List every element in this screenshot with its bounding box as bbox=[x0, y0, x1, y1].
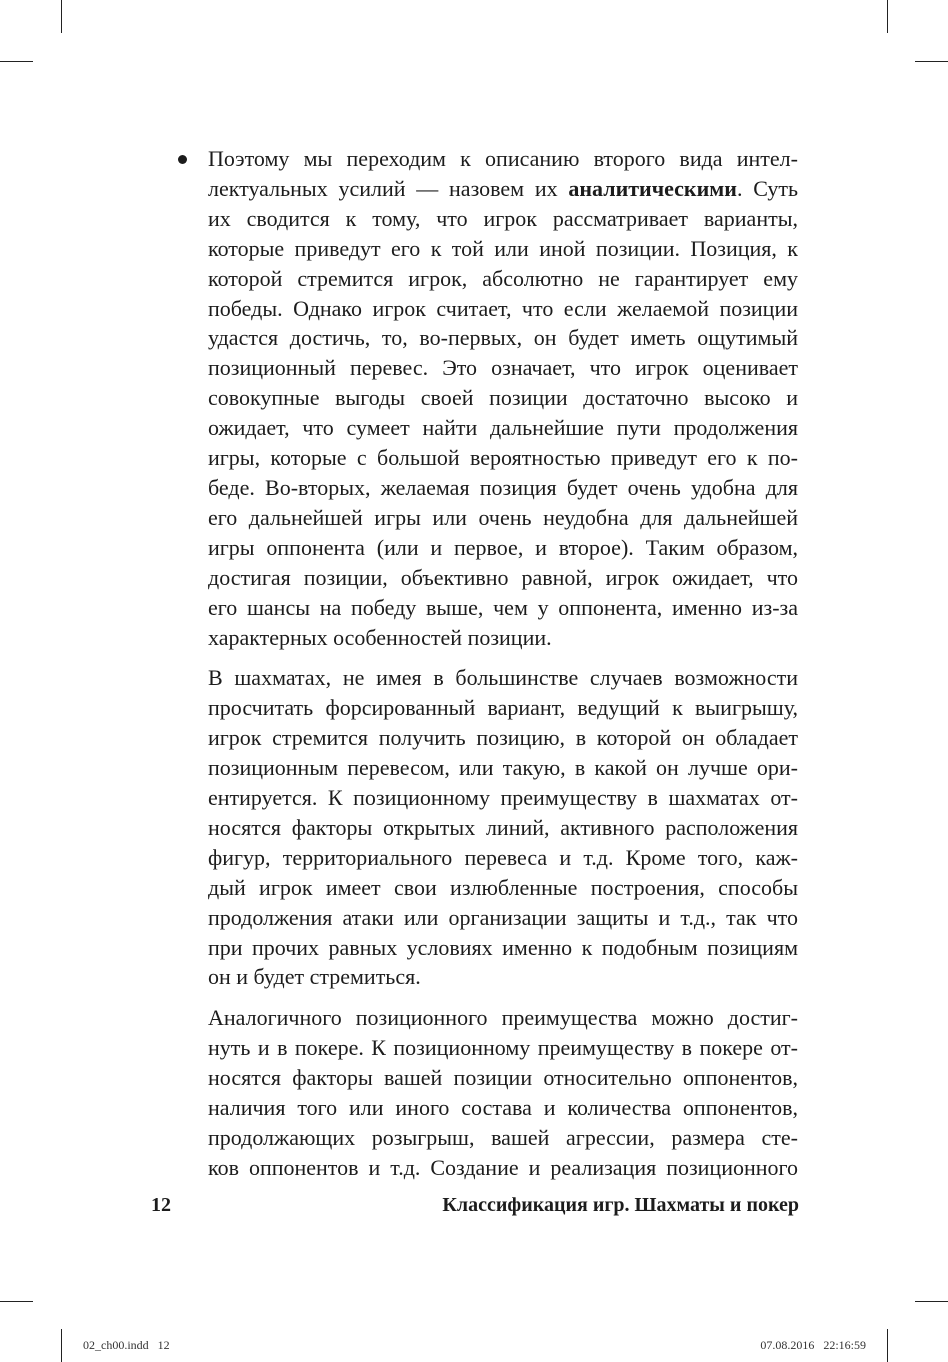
text-line: игрок стремится получить позицию, в которой он обладает bbox=[208, 725, 798, 751]
text-line: при прочих равных условиях именно к подобным позициям bbox=[208, 934, 798, 960]
text-line: достигая позиции, объективно равной, игрок ожидает, что bbox=[208, 564, 798, 590]
text-line: лектуальных усилий — назовем их аналитическими. Суть bbox=[208, 175, 798, 201]
bullet-paragraph bbox=[208, 144, 798, 652]
text-line: продолжающих розыгрыш, вашей агрессии, размера сте- bbox=[208, 1125, 798, 1150]
text-line: он и будет стремиться. bbox=[208, 964, 421, 990]
text-line: которой стремится игрок, абсолютно не гарантирует ему bbox=[208, 265, 798, 291]
text-line: совокупные выгоды своей позиции достаточно высоко и bbox=[208, 385, 798, 411]
text-line: ентируется. К позиционному преимуществу в шахматах от- bbox=[208, 785, 798, 811]
slug-file: 02_ch00.indd 12 bbox=[83, 1338, 170, 1352]
crop-mark bbox=[915, 1301, 948, 1302]
text-line: удастся достичь, то, во-первых, он будет иметь ощутимый bbox=[208, 325, 798, 351]
text-line: ков оппонентов и т.д. Создание и реализация позиционного bbox=[208, 1154, 798, 1180]
text-line: которые приведут его к той или иной позиции. Позиция, к bbox=[208, 235, 798, 261]
text-line: его шансы на победу выше, чем у оппонента, именно из-за bbox=[208, 594, 798, 620]
text-line: игры, которые с большой вероятностью приведут его к по- bbox=[208, 445, 798, 471]
text-line: ожидает, что сумеет найти дальнейшие пути продолжения bbox=[208, 415, 798, 441]
text-line: наличия того или иного состава и количества оппонентов, bbox=[208, 1095, 798, 1121]
crop-mark bbox=[887, 0, 888, 33]
crop-mark bbox=[61, 1329, 62, 1362]
page-footer bbox=[151, 1194, 799, 1217]
text-line: характерных особенностей позиции. bbox=[208, 624, 552, 650]
text-line: Поэтому мы переходим к описанию второго вида интел- bbox=[208, 146, 798, 171]
paragraph bbox=[208, 663, 798, 992]
text-line: В шахматах, не имея в большинстве случаев возможности bbox=[208, 665, 798, 691]
text-line: Аналогичного позиционного преимущества можно достиг- bbox=[208, 1005, 798, 1031]
paragraph bbox=[208, 1003, 798, 1182]
text-line: носятся факторы вашей позиции относительно оппонентов, bbox=[208, 1065, 798, 1091]
text-line: беде. Во-вторых, желаемая позиция будет очень удобна для bbox=[208, 474, 798, 500]
text-line: позиционный перевес. Это означает, что игрок оценивает bbox=[208, 355, 798, 381]
bullet-icon bbox=[178, 155, 187, 164]
crop-mark bbox=[0, 1301, 33, 1302]
text-line: фигур, территориального перевеса и т.д. Кроме того, каж- bbox=[208, 844, 798, 870]
body-text bbox=[208, 144, 798, 1194]
text-line: нуть и в покере. К позиционному преимуществу в покере от- bbox=[208, 1035, 798, 1061]
crop-mark bbox=[61, 0, 62, 33]
text-line: их сводится к тому, что игрок рассматривает варианты, bbox=[208, 205, 798, 231]
bold-term: аналитическими bbox=[568, 175, 737, 201]
page-number: 12 bbox=[151, 1194, 171, 1216]
running-title: Классификация игр. Шахматы и покер bbox=[442, 1194, 799, 1216]
slug-datetime: 07.08.2016 22:16:59 bbox=[760, 1338, 866, 1352]
text-line: его дальнейшей игры или очень неудобна для дальнейшей bbox=[208, 504, 798, 530]
text-line: дый игрок имеет свои излюбленные построения, способы bbox=[208, 874, 798, 900]
text-line: продолжения атаки или организации защиты и т.д., так что bbox=[208, 904, 798, 930]
crop-mark bbox=[915, 61, 948, 62]
text-line: игры оппонента (или и первое, и второе). Таким образом, bbox=[208, 534, 798, 560]
text-line: просчитать форсированный вариант, ведущий к выигрышу, bbox=[208, 695, 798, 721]
text-line: победы. Однако игрок считает, что если желаемой позиции bbox=[208, 295, 798, 321]
text-line: позиционным перевесом, или такую, в какой он лучше ори- bbox=[208, 755, 798, 781]
text-line: носятся факторы открытых линий, активного расположения bbox=[208, 814, 798, 840]
crop-mark bbox=[887, 1329, 888, 1362]
crop-mark bbox=[0, 61, 33, 62]
